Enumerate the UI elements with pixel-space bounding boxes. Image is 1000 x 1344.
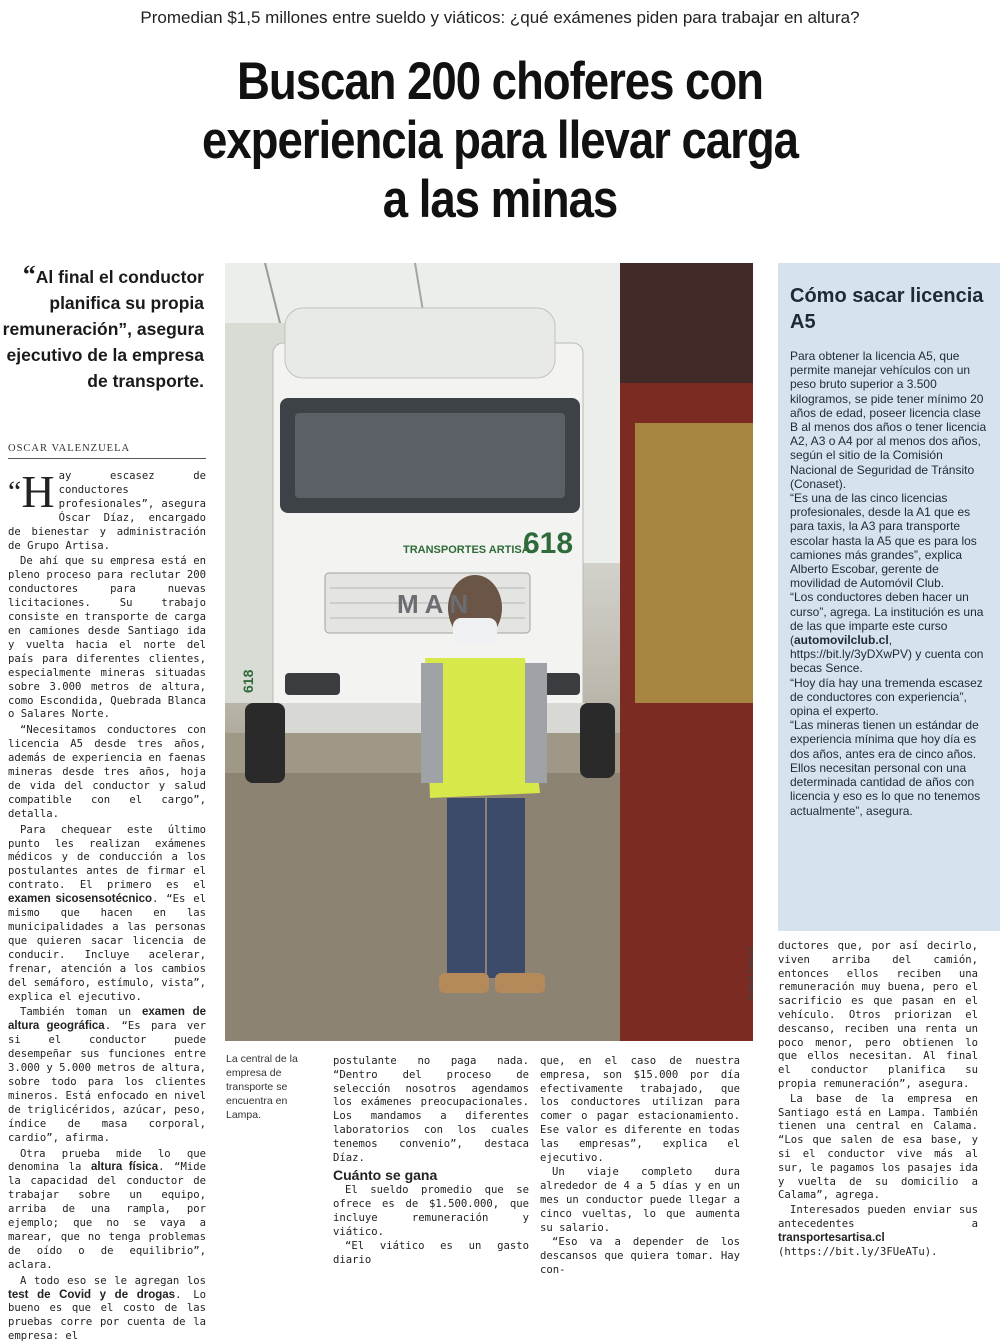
truck-side-number-text: 618 — [240, 669, 256, 693]
headline-line-2: experiencia para llevar carga — [202, 111, 798, 170]
truck-driver-illustration — [225, 263, 753, 1041]
paragraph: También toman un examen de altura geográfica. “Es para ver si el conductor puede desempeñar sus funciones entre 3.000 y 5.000 metros de altura, sobre todo para los clientes mineros. Está enfocado en nivel de triglicéridos, azúcar, peso, índice de masa corporal, cardio”, afirma. — [8, 1006, 207, 1144]
sidebar-body — [790, 349, 990, 818]
sidebar-box — [778, 263, 1000, 931]
article-column-1 — [8, 466, 207, 1343]
headline-line-3: a las minas — [382, 170, 618, 229]
section-subhead: Cuánto se gana — [333, 1167, 438, 1184]
sidebar-paragraph: “Es una de las cinco licencias profesionales, desde la A1 que es para taxis, la A3 para transporte escolar hasta la A5 que es para los camiones más grandes”, explica Alberto Escobar, gerente de movilidad de Automóvil Club. — [790, 491, 977, 591]
headline-line-1: Buscan 200 choferes con — [237, 52, 763, 111]
photo-caption: La central de la empresa de transporte se encuentra en Lampa. — [226, 1053, 298, 1121]
link-transportesartisa[interactable]: transportesartisa.cl — [778, 1231, 885, 1244]
paragraph: “H ay escasez de conductores profesionales”, asegura Óscar Díaz, encargado de bienestar y administración de Grupo Artisa. — [8, 466, 206, 552]
paragraph: A todo eso se le agregan los test de Covid y de drogas. Lo bueno es que el costo de las pruebas corre por cuenta de la empresa: el — [8, 1274, 206, 1343]
drop-cap: “H — [8, 466, 55, 517]
article-photo — [225, 263, 753, 1041]
paragraph: postulante no paga nada. “Dentro del proceso de selección nosotros agendamos los exámenes preocupacionales. Los mandamos a diferentes laboratorios con los cuales tenemos convenio”, destaca Díaz. — [333, 1055, 529, 1164]
paragraph: que, en el caso de nuestra empresa, son $15.000 por día efectivamente trabajado, que los conductores utilizan para comer o pagar estacionamiento. Ese valor es diferente en todas las empresas”, explica el ejecutivo. — [540, 1055, 740, 1164]
sidebar-title: Cómo sacar licencia A5 — [790, 285, 984, 333]
pull-quote — [0, 262, 204, 394]
paragraph: Interesados pueden enviar sus antecedentes a transportesartisa.cl (https://bit.ly/3FUeATu). — [778, 1204, 978, 1258]
paragraph: El sueldo promedio que se ofrece es de $1.500.000, que incluye remuneración y viático. — [333, 1184, 529, 1238]
pull-quote-text: Al final el conductor planifica su propia remuneración”, asegura ejecutivo de la empresa de transporte. — [2, 267, 204, 391]
article-column-2 — [333, 1055, 529, 1267]
truck-number-text: 618 — [523, 527, 574, 560]
kicker-subtitle: Promedian $1,5 millones entre sueldo y viáticos: ¿qué exámenes piden para trabajar en altura? — [140, 8, 860, 27]
paragraph: Otra prueba mide lo que denomina la altura física. “Mide la capacidad del conductor de trabajar sobre un equipo, arriba de una rampla, por ejemplo; que no se vaya a marear, que no tenga problemas de oído o de equilibrio”, aclara. — [8, 1147, 206, 1271]
link-automovilclub[interactable]: automovilclub.cl — [794, 633, 889, 648]
sidebar-paragraph: “Las mineras tienen un estándar de experiencia mínima que hoy día es dos años, antes era de cinco años. Ellos necesitan personal con una determinada cantidad de años con licencia y eso es lo que no tenemos actualmente”, asegura. — [790, 718, 981, 818]
photo-credit: RUBEN GARCIA — [748, 946, 755, 1000]
paragraph: “Eso va a depender de los descansos que quiera tomar. Hay con- — [540, 1236, 740, 1276]
article-column-4 — [778, 940, 978, 1258]
paragraph: “El viático es un gasto diario — [333, 1240, 529, 1267]
truck-brand-text: TRANSPORTES ARTISA — [403, 544, 530, 556]
paragraph: Un viaje completo dura alrededor de 4 a 5 días y en un mes un conductor puede llegar a cinco vueltas, lo que aumenta su salario. — [540, 1166, 740, 1234]
paragraph: ductores que, por así decirlo, viven arriba del camión, entonces ellos reciben una remuneración muy buena, pero el sacrificio es que pasan en el vehículo. Otros priorizan el descanso, reciben una renta un poco menor, pero obtienen lo que ellos necesitan. Al final el conductor planifica su propia remuneración”, asegura. — [778, 940, 978, 1090]
paragraph: Para chequear este último punto les realizan exámenes médicos y de conducción a los postulantes antes de firmar el contrato. El primero es el examen sicosensotécnico. “Es el mismo que hacen en las municipalidades a las personas que quieren sacar licencia de conducir. Incluye acelerar, frenar, atención a los cambios del semáforo, estímulo, vista”, explica el ejecutivo. — [8, 823, 206, 1003]
paragraph: “Necesitamos conductores con licencia A5 desde tres años, además de experiencia en faenas mineras desde tres años, hoja de vida del conductor y salud compatible con el cargo”, detalla. — [8, 724, 206, 820]
article-column-3 — [540, 1055, 740, 1276]
paragraph: De ahí que su empresa está en pleno proceso para reclutar 200 conductores para nuevas licitaciones. Su trabajo consiste en transporte de carga en camiones desde Santiago ida y vuelta hacia el norte del país para diferentes clientes, especialmente mineras situadas sobre 3.000 metros de altura, como Escondida, Quebrada Blanca o Salares Norte. — [8, 555, 206, 721]
sidebar-paragraph: Para obtener la licencia A5, que permite manejar vehículos con un peso bruto superior a 3.500 kilogramos, se pide tener mínimo 20 años de edad, poseer licencia clase B al menos dos años o tener licencia A2, A3 o A4 por al menos dos años, según el sitio de la Comisión Nacional de Seguridad de Tránsito (Conaset). — [790, 349, 987, 491]
sidebar-paragraph: “Hoy día hay una tremenda escasez de conductores con experiencia”, opina el experto. — [790, 675, 983, 719]
byline: OSCAR VALENZUELA — [8, 443, 206, 459]
paragraph: La base de la empresa en Santiago está en Lampa. También tienen una central en Calama. “Los que salen de esa base, y si el conductor vive más al sur, le pagamos los pasajes ida y vuelta de su domicilio a Calama”, agrega. — [778, 1092, 978, 1202]
sidebar-paragraph: “Los conductores deben hacer un curso”, agrega. La institución es una de las que imparte este curso (automovilclub.cl, https://bit.ly/3yDXwPV) y cuenta con becas Sence. — [790, 590, 984, 676]
quote-mark-icon: “ — [22, 260, 36, 289]
headline — [122, 52, 879, 229]
grille-brand-text: MAN — [397, 589, 475, 619]
